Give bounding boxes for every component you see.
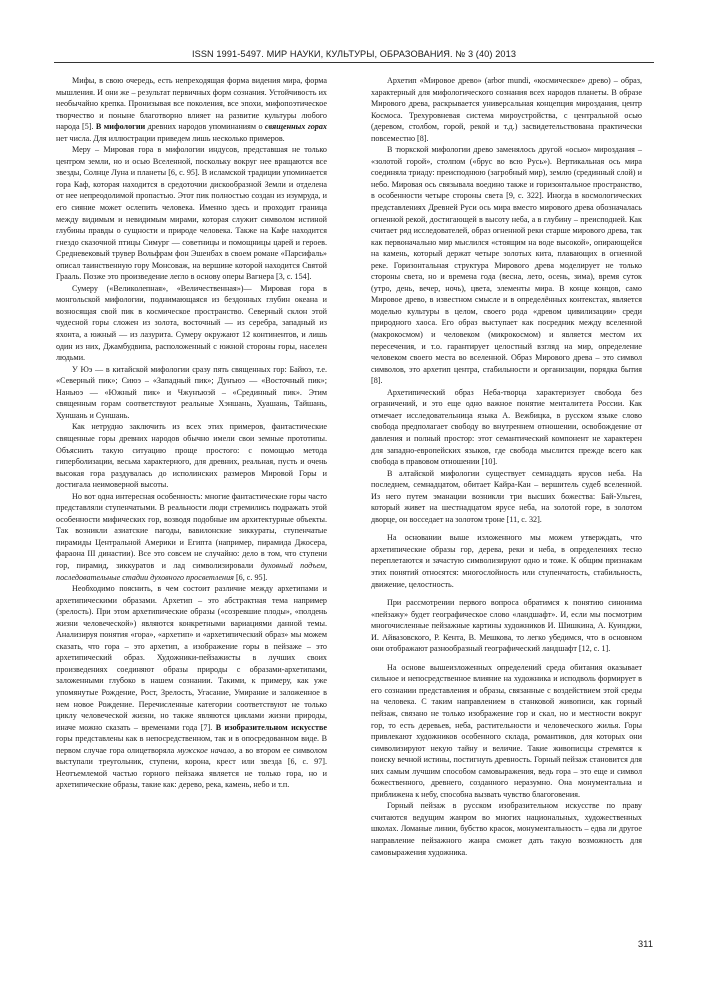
bold-term: В мифологии xyxy=(95,122,146,132)
paragraph: Но вот одна интересная особенность: многие фантастические горы часто представляли ступенчатыми. В реальности люди стремились подражать этой особенности мифических гор, возводя подобные им архитектурные объекты. Так возникли азиатские пагоды, вавилонские зиккураты, ступенчатые пирамиды Центральной Америки и Египта (например, пирамида Джосера, фараона III династии). Все это совсем не случайно: дело в том, что ступени гор, пирамид, зиккуратов и лад символизировали духовный подъем, последовательные стадии духовного просветления [6, с. 95]. xyxy=(56,491,327,582)
paragraph: У Юэ — в китайской мифологии сразу пять священных гор: Байюэ, т.е. «Северный пик»; Сиюэ – «Западный пик»; Дунъюэ — «Восточный пик»; Наньюэ — «Южный пик» и Чжунъюэй – «Срединный пик». Этим священным горам соответствуют реальные Хэншань, Хуашань, Тайшань, Хуншань и Суншань. xyxy=(56,364,327,420)
header-rule xyxy=(54,62,654,63)
paragraph: Меру – Мировая гора в мифологии индусов, представшая не только центром земли, но и осью Вселенной, поскольку вокруг нее вращаются все звезды, Солнце Луна и планеты [6, с. 95]. В исламской традиции упоминается гора Каф, которая находится в средоточии дискообразной Земли и отделена от нее непреодолимой пропастью. Этот пик полностью создан из изумруда, и его сияние может ослепить человека. Именно здесь и проходит граница между видимым и невидимым мирами, которая служит символом истиной глубины правды о сущности и природе человека. Также на Кафе находится гнездо сказочной птицы Симург — советницы и помощницы царей и героев. Средневековый трувер Вольфрам фон Эшенбах в своем романе «Парсифаль» описал таинственную гору Монсоваж, на вершине которой находится Святой Грааль. Позже это произведение легло в основу оперы Вагнера [3, с. 154]. xyxy=(56,145,327,282)
paragraph: В тюркской мифологии древо заменялось другой «осью» мироздания – «золотой горой», столпом («брус во всю Русь»). Вертикальная ось мира соединяла триаду: преисподнюю (загробный мир), землю (срединный слой) и небо. Мировая ось связывала воедино также и горизонтальное пространство, в особенности четыре стороны света [9, с. 322]. Иногда в космологических представлениях Древней Руси ось мира вместо мирового древа обозначалась огненной рекой, достигающей в высоту неба, а в глубину – преисподней. Как считает ряд исследователей, образ огненной реки старше мирового древа, так как первоначально мир мыслился «стоящим на воде высокой», опирающейся на камень, который держат четыре золотых кита, плавающих в огненной реке. Горизонтальная структура Мирового древа моделирует не только стороны света, но и времена года (весна, лето, осень, зима), время суток (утро, день, вечер, ночь), цвета, элементы мира. В конце концов, само Мировое древо, в известном смысле и в определённых контекстах, является моделью культуры в целом, своего рода «древом цивилизации» среди природного хаоса. Его образ выступает как посредник между вселенной (макрокосмом) и человеком (микрокосмом) и является местом их пересечения, и т.о. гарантирует целостный взгляд на мир, определение человеком своего места во вселенной. Образ Мирового древа – это символ символов, это архетип центра, стабильности и организации, порядка бытия [8]. xyxy=(371,145,642,386)
italic-phrase: мужское начало, xyxy=(177,745,237,755)
paragraph: При рассмотрении первого вопроса обратимся к понятию синонима «пейзажу» будет географическое слово «ландшафт». И, если мы посмотрим многочисленные пейзажные картины художников И. Шишкина, А. Куинджи, И. Айвазовского, Р. Кента, В. Мешкова, то легко убедимся, что в основном они отображают разнообразный географический ландшафт [12, с. 1]. xyxy=(371,598,642,654)
paragraph: На основании выше изложенного мы можем утверждать, что архетипические образы гор, дерева, реки и неба, в определениях тесно переплетаются и зачастую символизируют одно и тоже. К общим признакам этих понятий относятся: многослойность или ступенчатость, стабильность, движение, целостность. xyxy=(371,533,642,589)
italic-phrase: духовный подъем, последовательные стадии духовного просветления xyxy=(56,560,327,582)
paragraph: Сумеру («Великолепная», «Величественная»)— Мировая гора в монгольской мифологии, поднимающаяся из бездонных глубин океана и возносящая свой пик в космическое пространство. Северный склон этой чудесной горы сложен из золота, восточный — из серебра, западный из яхонта, а южный — из лазурита. Сумеру окружают 12 континентов, и лишь один из них, Джамбудвипа, расположенный с южной стороны горы, населен людьми. xyxy=(56,283,327,363)
page-number: 311 xyxy=(637,939,653,950)
paragraph: Необходимо пояснить, в чем состоит различие между архетипами и архетипическими образами. Архетип – это абстрактная тема например (зрелость). При этом архетипические образы («созревшие плоды», «полдень жизни человеческой») являются конкретными вариациями данной темы. Анализируя понятия «гора», «архетип» и «архетипический образ» мы можем сказать, что гора – это архетип, а изображение горы в пейзаже – это архетипический образ. Художники-пейзажисты в лучших своих произведениях соединяют образы природы с образами-архетипами, заложенными глубоко в нашем сознании. Такими, к примеру, как уже упомянутые Рождение, Рост, Зрелость, Угасание, Умирание и заложенное в нем новое Рождение. Перечисленные категории соответствуют не только циклу человеческой жизни, но также являются циклами жизни природы, иначе можно сказать – временами года [7]. В изобразительном искусстве горы представлены как в непосредственном, так и в опосредованном виде. В первом случае гора олицетворяла мужское начало, а во втором ее символом выступали треугольник, ступени, корона, крест или звезда [6, с. 97]. Неотъемлемой частью горного пейзажа является не только гора, но и архетипические образы, такие как: дерево, река, камень, небо и т.п. xyxy=(56,584,327,790)
left-column xyxy=(56,75,327,791)
right-column xyxy=(371,75,642,858)
paragraph: Архетип «Мировое древо» (arbor mundi, «космическое» древо) – образ, характерный для мифологического сознания всех народов планеты. В образе Мирового древа, раскрывается универсальная концепция мироздания, центр Космоса. Трехуровневая система мироустройства, с центральной осью (деревом, столбом, горой, рекой и т.д.) засвидетельствована практически повсеместно [8]. xyxy=(371,76,642,143)
paragraph: В алтайской мифологии существует семнадцать ярусов неба. На последнем, семнадцатом, обитает Кайра-Кан – вершитель судеб вселенной. Из него путем эманации возникли три высших божества: Бай-Ульген, который живет на шестнадцатом ярусе неба, на золотой горе, в золотом дворце, он восседает на золотом троне [11, с. 32]. xyxy=(371,468,642,524)
bold-italic-term: священных горах xyxy=(264,122,327,132)
paragraph: Горный пейзаж в русском изобразительном искусстве по праву считаются ведущим жанром во многих национальных, художественных школах. Ломаные линии, бубство красок, монументальность – едва ли другое направление пейзажного жанра сможет дать такую возможность для самовыражения художника. xyxy=(371,801,642,857)
bold-term: В изобразительном искусстве xyxy=(215,722,327,732)
paragraph: Архетипический образ Неба-творца характеризует свобода без ограничений, и это еще одно важное понятие менталитета России. Как отмечает исследовательница языка А. Вежбицка, в русском языке слово свобода предполагает свободу во внутреннем отношении, освобождение от давления и полный простор: этот семантический компонент не характерен для западно-европейских языков, где свобода мыслится прежде всего как свобода в правовом отношении [10]. xyxy=(371,387,642,467)
running-header: ISSN 1991-5497. МИР НАУКИ, КУЛЬТУРЫ, ОБРАЗОВАНИЯ. № 3 (40) 2013 xyxy=(191,49,517,59)
paragraph: Мифы, в свою очередь, есть непреходящая форма видения мира, форма мышления. И они же – результат первичных форм сознания. Устойчивость их необычайно крепка. Пронизывая все поколения, все эпохи, мифопоэтическое творчество и поныне благотворно влияет на развитие культуры любого народа [5]. В мифологии древних народов упоминаниям о священных горах нет числа. Для иллюстрации приведем лишь несколько примеров. xyxy=(56,76,327,143)
paragraph: На основе вышеизложенных определений среда обитания оказывает сильное и непосредственное влияние на художника и исподволь формирует в его сознании представления и образы, связанные с воздействием этой среды на человека. С таким направлением в станковой живописи, как горный пейзаж, связано не только изображение гор и скал, но и местности вокруг гор, то есть деревьев, неба, растительности и человеческого жилья. Горы привлекают художников особенного склада, романтиков, для которых они символизируют некую тайну и величие. Такие живописцы стремятся к поиску вечной истины, постигнуть древность. Горный пейзаж становится для них самым лучшим способом самовыражения, ведь гора – это еще и символ божественного, древнего, созданного неразумно. Она монументальна и приближена к небу, способна вызвать чувство благоговения. xyxy=(371,662,642,799)
paragraph: Как нетрудно заключить из всех этих примеров, фантастические священные горы древних народов обычно имели свои земные прототипы. Объяснить такую ситуацию проще простого: с помощью метода гиперболизации, весьма характерного, для древних, реальная, пусть и очень высокая гора раздувалась до исполинских размеров Мировой Горы и достигала неимоверной высоты. xyxy=(56,422,327,490)
